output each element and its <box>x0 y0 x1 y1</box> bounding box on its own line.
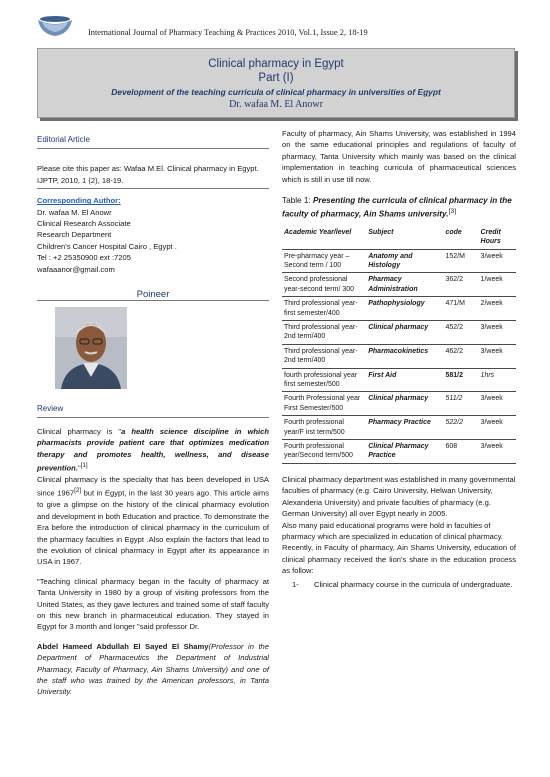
article-author: Dr. wafaa M. El Anowr <box>229 99 323 110</box>
pioneer-portrait-photo <box>55 307 127 389</box>
intro-paragraph: Faculty of pharmacy, Ain Shams University, was established in 1994 on the same educational principles and regulations of faculty of pharmacy, Tanta University which mainly was based on the clinical implementation in teaching curricula of pharmaceutical sciences which is still in use till now. <box>282 129 516 184</box>
list-item: 1- Clinical pharmacy course in the curricula of undergraduate. <box>292 579 513 589</box>
review-paragraph-definition: Clinical pharmacy is "a health science discipline in which pharmacists provide patient care that optimizes medication therapy and promotes health, wellness, and disease prevention."[1] <box>37 426 269 473</box>
curricula-table <box>282 226 516 464</box>
recent-paragraph: Recently, in Faculty of pharmacy, Ain Shams University, education of clinical pharmacy received the lion's share in the education process as follow: <box>282 543 516 576</box>
table-header-cell: Credit Hours <box>479 226 516 249</box>
table-row: Third professional year- 2nd term/400 Pharmacokinetics 462/2 3/week <box>282 344 516 368</box>
article-part: Part (I) <box>258 72 294 84</box>
citation: Please cite this paper as: Wafaa M.El. Clinical pharmacy in Egypt. IJPTP, 2010, 1 (2), 18-19. <box>37 163 269 189</box>
table-row: Pre-pharmacy year – Second term / 100 Anatomy and Histology 152/M 3/week <box>282 249 516 273</box>
title-box <box>37 48 515 118</box>
table-row: Fourth professional year/Second term/500 Clinical Pharmacy Practice 608 3/week <box>282 440 516 464</box>
table-row: Third professional year- 2nd term/400 Clinical pharmacy 452/2 3/week <box>282 321 516 345</box>
left-column <box>37 128 269 698</box>
courses-list <box>282 579 516 590</box>
corresponding-line: Clinical Research Associate <box>37 219 131 229</box>
corresponding-line: Dr. wafaa M. El Anowr <box>37 207 112 217</box>
corresponding-line: Research Department <box>37 230 112 240</box>
table-header-cell: Academic Year/level <box>282 226 366 249</box>
journal-logo-icon <box>36 14 74 40</box>
table-header-cell: code <box>443 226 478 249</box>
article-subtitle: Development of the teaching curricula of clinical pharmacy in universities of Egypt <box>111 87 441 97</box>
department-paragraph: Clinical pharmacy department was established in many governmental faculties of pharmacy (e.g. Cairo University, Helwan University, Alexanderia University) and private faculties of pharmacy (e.g. German University) all over Egypt nearly in 2005. <box>282 474 516 519</box>
pioneer-heading: Poineer <box>37 289 269 301</box>
review-heading: Review <box>37 403 269 417</box>
running-head: International Journal of Pharmacy Teaching & Practices 2010, Vol.1, Issue 2, 18-19 <box>88 28 368 37</box>
table-row: Fourth professional year/F irst term/500 Pharmacy Practice 522/2 3/week <box>282 416 516 440</box>
review-paragraph-shamy: Abdel Hameed Abdullah El Sayed El Shamy(Professor in the Department of Pharmaceutics the Department of Industrial Pharmacy, Faculty of Pharmacy, Ain Shams University) and one of the staff who was trained by the American professors, in Tanta University. <box>37 641 270 697</box>
article-type: Editorial Article <box>37 128 269 149</box>
review-paragraph-history: Clinical pharmacy is the specialty that has been developed in USA since 1967[2] but in Egypt, in the last 30 years ago. This article aims to give a glimpse on the history of the clinical pharmacy evolution and development in both Education and practice. To demonstrate the Era before the introduction of clinical pharmacy in the curriculum of the pharmacy faculties in Egypt .Also explain the factors that lead to the evolution of clinical pharmacy in Egypt after its appearance in USA in 1967. <box>37 475 270 567</box>
corresponding-block <box>37 207 269 275</box>
table-header-cell: Subject <box>366 226 443 249</box>
table-row: Fourth Professional year First Semester/500 Clinical pharmacy 511/2 3/week <box>282 392 516 416</box>
article-title: Clinical pharmacy in Egypt <box>208 58 344 70</box>
table-row: Third professional year- first semester/400 Pathophysiology 471/M 2/week <box>282 297 516 321</box>
table-row: Second professional year-second term/ 300 Pharmacy Administration 362/2 1/week <box>282 273 516 297</box>
table-row: fourth professional year first semester/500 First Aid 581/2 1hrs <box>282 368 516 392</box>
corresponding-line: Children's Cancer Hospital Cairo , Egypt . <box>37 241 177 251</box>
corresponding-heading: Corresponding Author: <box>37 196 121 206</box>
review-paragraph-tanta: "Teaching clinical pharmacy began in the faculty of pharmacy at Tanta University in 1980 by a group of visiting professors from the United States, as they gave lectures and trained some of staff faculty on this new branch in pharmaceutical education. They stayed in Egypt for 3 month and longer "said professor Dr. <box>37 576 269 632</box>
table-caption: Table 1: Presenting the curricula of clinical pharmacy in the faculty of pharmacy, Ain Shams university.[3] <box>282 196 512 219</box>
corresponding-line: Tel : +2 25350900 ext :7205 <box>37 253 131 263</box>
table-header-row <box>282 226 516 249</box>
right-column <box>282 128 516 590</box>
corresponding-email[interactable]: wafaaanor@gmail.com <box>37 264 115 274</box>
paid-programs-paragraph: Also many paid educational programs were hold in faculties of pharmacy which are specialized in education of clinical pharmacy. <box>282 520 504 541</box>
